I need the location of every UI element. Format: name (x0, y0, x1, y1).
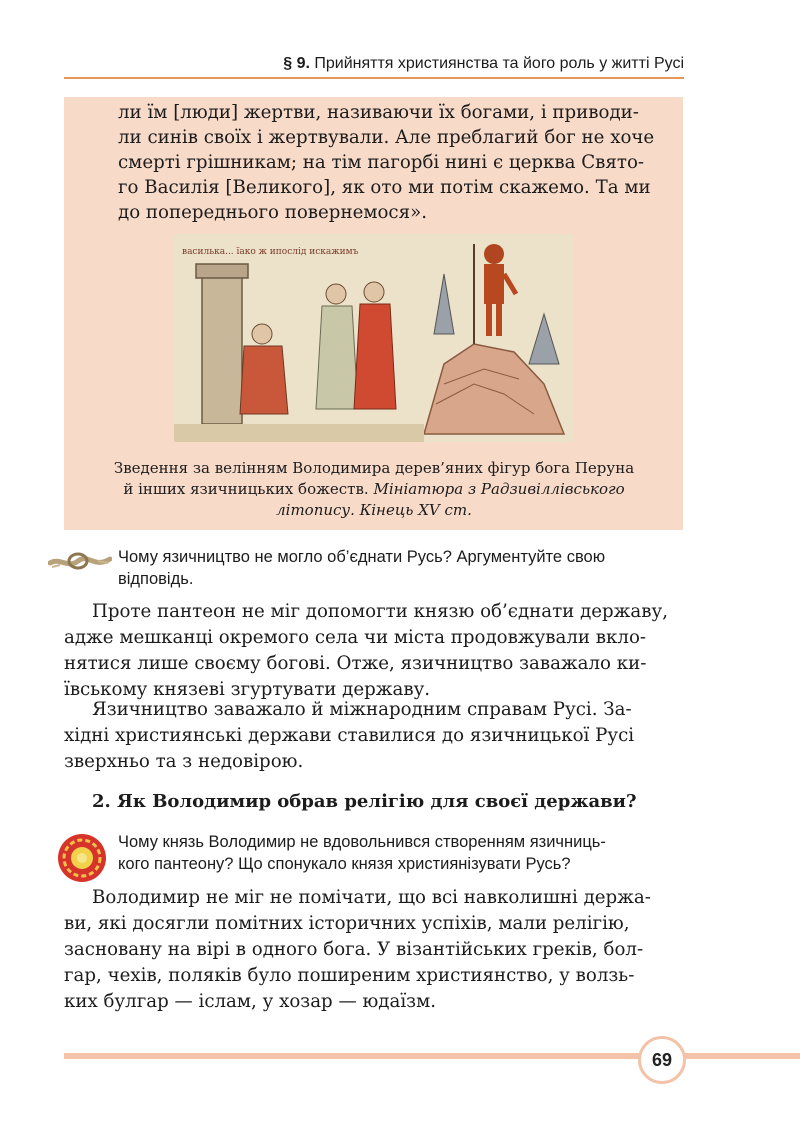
paragraph-line: хідні християнські держави ставилися до язичницької Русі (64, 725, 635, 746)
task-line: Чому князь Володимир не вдовольнився створенням язичниць- (118, 833, 606, 851)
section-heading: 2. Як Володимир обрав релігію для своєї держави? (92, 791, 637, 812)
running-header (64, 52, 684, 76)
section-title: Прийняття християнства та його роль у житті Русі (314, 55, 684, 72)
task-line: Чому язичництво не могло об’єднати Русь? Аргументуйте свою (118, 548, 606, 566)
quote-line: го Василія [Великого], як ото ми потім скажемо. Та ми (118, 177, 651, 198)
quote-line: ли синів своїх і жертвували. Але преблагий бог не хоче (118, 127, 655, 148)
paragraph-line: Володимир не міг не помічати, що всі навколишні держа- (92, 887, 651, 908)
caption-source: Мініатюра з Радзивіллівського (373, 480, 625, 498)
paragraph-line: ви, які досягли помітних історичних успіхів, мали релігію, (64, 913, 630, 934)
quote-text (118, 100, 671, 225)
paragraph (64, 885, 684, 1015)
header-rule (64, 77, 684, 79)
section-mark: § 9. (283, 55, 310, 72)
paragraph-line: адже мешканці окремого села чи міста продовжували вкло- (64, 627, 647, 648)
page-number: 69 (638, 1036, 686, 1084)
chronicle-miniature-image (174, 234, 574, 442)
task-line: кого пантеону? Що спонукало князя християнізувати Русь? (118, 855, 571, 873)
caption-text: й інших язичницьких божеств. (123, 480, 374, 498)
paragraph (64, 697, 684, 775)
task-question-1 (118, 546, 605, 590)
task-line: відповідь. (118, 570, 194, 588)
ornament-rosette-icon (56, 832, 108, 884)
paragraph-line: нятися лише своєму богові. Отже, язичництво заважало ки- (64, 653, 647, 674)
paragraph-line: ких булгар — іслам, у хозар — юдаїзм. (64, 991, 436, 1012)
footer-rule (64, 1053, 800, 1059)
miniature-illustration (174, 234, 574, 442)
task-question-2 (118, 831, 606, 875)
paragraph-line: засновану на вірі в одного бога. У візантійських греків, бол- (64, 939, 644, 960)
caption-line: Зведення за велінням Володимира дерев’яних фігур бога Перуна (113, 459, 635, 477)
quote-line: смерті грішникам; на тім пагорбі нині є церква Свято- (118, 152, 645, 173)
source-quote-box (64, 97, 683, 530)
caption-line (84, 500, 664, 521)
rope-knot-icon (48, 547, 112, 575)
image-caption (84, 458, 664, 521)
paragraph (64, 599, 684, 703)
miniature-inscription: василька... їако ж ипослід искажимъ (182, 247, 359, 257)
caption-line (84, 479, 664, 500)
paragraph-line: Язичництво заважало й міжнародним справам Русі. За- (92, 699, 632, 720)
paragraph-line: Проте пантеон не міг допомогти князю об’єднати державу, (92, 601, 668, 622)
quote-line: до попереднього повернемося». (118, 202, 427, 223)
paragraph-line: ївському князеві згуртувати державу. (64, 679, 431, 700)
paragraph-line: зверхньо та з недовірою. (64, 751, 304, 772)
quote-line: ли їм [люди] жертви, називаючи їх богами, і приводи- (118, 102, 639, 123)
caption-source: літопису. Кінець XV ст. (276, 501, 472, 519)
paragraph-line: гар, чехів, поляків було поширеним християнство, у волзь- (64, 965, 635, 986)
